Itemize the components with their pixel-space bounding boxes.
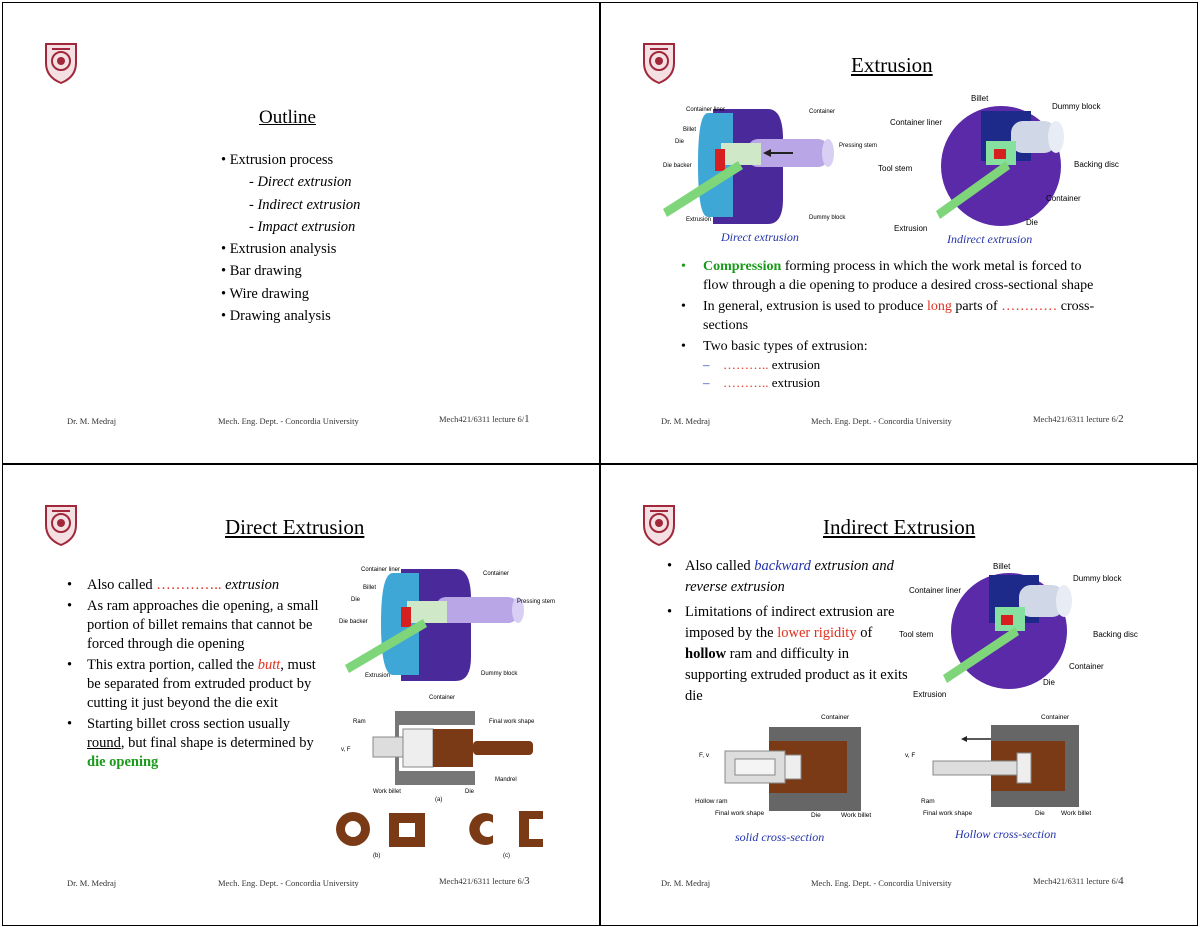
outline-subitem: - Indirect extrusion	[249, 196, 361, 213]
caption-solid: solid cross-section	[735, 830, 825, 844]
caption-indirect: Indirect extrusion	[947, 232, 1033, 246]
diagram-label: Die	[1035, 810, 1045, 817]
diagram-label: Dummy block	[481, 671, 518, 677]
diagram-label: Work billet	[373, 789, 401, 795]
outline-item: • Bar drawing	[221, 263, 302, 280]
diagram-label: Pressing stem	[839, 143, 878, 149]
diagram-label: Dummy block	[809, 215, 846, 221]
diagram-label: Hollow ram	[695, 798, 728, 805]
diagram-label: Container	[821, 714, 850, 721]
bullet-item: • Limitations of indirect extrusion are imposed by the lower rigidity of hollow ram and difficulty in supporting extruded product as it exits die	[667, 604, 908, 704]
diagram-label: v, F	[905, 752, 916, 759]
diagram-label: Extrusion	[894, 224, 928, 233]
diagram-label: (b)	[373, 853, 381, 859]
diagram-label: v, F	[341, 747, 351, 753]
diagram-label: Work billet	[1061, 810, 1092, 817]
footer-author: Dr. M. Medraj	[661, 878, 711, 888]
slide-title: Indirect Extrusion	[823, 515, 976, 539]
footer-course: Mech421/6311 lecture 6/4	[1033, 875, 1124, 887]
footer-author: Dr. M. Medraj	[661, 416, 711, 426]
diagram-label: Dummy block	[1052, 102, 1101, 111]
diagram-label: Extrusion	[913, 690, 947, 699]
diagram-label: Container	[1046, 194, 1081, 203]
diagram-label: Billet	[993, 562, 1011, 571]
bullet-item: • Also called backward extrusion and reverse extrusion	[667, 558, 894, 595]
footer-course: Mech421/6311 lecture 6/2	[1033, 413, 1124, 425]
footer-dept: Mech. Eng. Dept. - Concordia University	[811, 878, 952, 888]
footer-author: Dr. M. Medraj	[67, 878, 117, 888]
bullet-item: • As ram approaches die opening, a small portion of billet remains that cannot be forced through die opening	[67, 598, 319, 652]
diagram-label: Tool stem	[899, 630, 934, 639]
diagram-label: Extrusion	[365, 673, 391, 679]
direct-extrusion-section-diagram	[339, 691, 554, 803]
diagram-label: Backing disc	[1074, 160, 1119, 169]
diagram-label: Billet	[363, 585, 377, 591]
outline-item: • Wire drawing	[221, 285, 309, 302]
diagram-label: Mandrel	[495, 777, 517, 783]
sub-item: – ……….. extrusion	[703, 357, 821, 372]
concordia-seal-icon	[43, 41, 79, 85]
diagram-label: Container liner	[909, 586, 962, 595]
diagram-label: Billet	[683, 127, 697, 133]
diagram-label: Die	[811, 812, 821, 819]
diagram-label: Die backer	[663, 163, 692, 169]
diagram-label: Die	[465, 789, 475, 795]
indirect-solid-section-diagram	[691, 711, 891, 829]
diagram-label: Die	[1043, 678, 1056, 687]
diagram-label: Billet	[971, 94, 989, 103]
footer-course: Mech421/6311 lecture 6/3	[439, 875, 530, 887]
diagram-label: Pressing stem	[517, 599, 556, 605]
diagram-label: F, v	[699, 752, 710, 759]
bullet-item: • Starting billet cross section usually round, but final shape is determined by die opening	[67, 716, 314, 770]
diagram-label: (c)	[503, 853, 510, 859]
slide-title: Extrusion	[851, 53, 933, 77]
diagram-label: Die backer	[339, 619, 368, 625]
concordia-seal-icon	[641, 41, 677, 85]
diagram-label: Final work shape	[489, 719, 535, 725]
extruded-shapes-diagram	[333, 805, 553, 861]
diagram-label: Ram	[921, 798, 935, 805]
caption-hollow: Hollow cross-section	[955, 827, 1057, 841]
diagram-label: Container	[429, 695, 456, 701]
slide-3	[2, 464, 600, 926]
diagram-label: Container	[1069, 662, 1104, 671]
diagram-label: Final work shape	[715, 810, 765, 817]
diagram-label: Die	[675, 139, 685, 145]
bullet-item: • Compression forming process in which the work metal is forced to flow through a die opening to produce a desired cross-sectional shape	[681, 259, 1094, 293]
outline-list	[221, 149, 360, 327]
direct-extrusion-3d-diagram	[331, 561, 561, 685]
bullet-item: • This extra portion, called the butt, must be separated from extruded product by cutting it just beyond the die exit	[67, 657, 316, 711]
diagram-label: Work billet	[841, 812, 872, 819]
sub-item: – ……….. extrusion	[703, 375, 821, 390]
diagram-label: Container	[483, 571, 510, 577]
footer-dept: Mech. Eng. Dept. - Concordia University	[218, 878, 359, 888]
bullet-list	[65, 576, 327, 772]
footer-author: Dr. M. Medraj	[67, 416, 117, 426]
diagram-label: Backing disc	[1093, 630, 1138, 639]
slide-1	[2, 2, 600, 464]
outline-item: • Extrusion analysis	[221, 241, 337, 258]
diagram-label: Dummy block	[1073, 574, 1122, 583]
indirect-extrusion-3d-diagram	[897, 557, 1147, 699]
diagram-label: Ram	[353, 719, 366, 725]
outline-subitem: - Direct extrusion	[249, 174, 352, 191]
footer-course: Mech421/6311 lecture 6/1	[439, 413, 530, 425]
diagram-label: Final work shape	[923, 810, 973, 817]
slide-4	[600, 464, 1198, 926]
diagram-label: Container liner	[361, 567, 401, 573]
indirect-hollow-section-diagram	[901, 711, 1101, 827]
diagram-label: Extrusion	[686, 217, 712, 223]
slide-2	[600, 2, 1198, 464]
concordia-seal-icon	[43, 503, 79, 547]
slide-title: Outline	[259, 107, 316, 128]
diagram-label: Die	[351, 597, 361, 603]
bullet-item: • In general, extrusion is used to produce long parts of ………… cross-sections	[681, 299, 1095, 333]
footer-dept: Mech. Eng. Dept. - Concordia University	[811, 416, 952, 426]
diagram-label: Container liner	[890, 118, 943, 127]
bullet-item: • Two basic types of extrusion:	[681, 339, 868, 354]
outline-item: • Extrusion process	[221, 152, 334, 168]
bullet-list	[665, 556, 911, 707]
footer-dept: Mech. Eng. Dept. - Concordia University	[218, 416, 359, 426]
direct-extrusion-diagram	[653, 99, 878, 229]
diagram-label: Die	[1026, 218, 1039, 227]
diagram-label: Tool stem	[878, 164, 913, 173]
diagram-label: (a)	[435, 797, 443, 803]
indirect-extrusion-diagram	[876, 91, 1148, 236]
caption-direct: Direct extrusion	[721, 230, 799, 244]
diagram-label: Container	[1041, 714, 1070, 721]
bullet-list	[681, 257, 1101, 392]
concordia-seal-icon	[641, 503, 677, 547]
outline-subitem: - Impact extrusion	[249, 218, 356, 235]
bullet-item: • Also called ………….. extrusion	[67, 577, 280, 593]
diagram-label: Container	[809, 109, 836, 115]
slide-title: Direct Extrusion	[225, 515, 365, 539]
outline-item: • Drawing analysis	[221, 308, 331, 325]
diagram-label: Container liner	[686, 107, 726, 113]
